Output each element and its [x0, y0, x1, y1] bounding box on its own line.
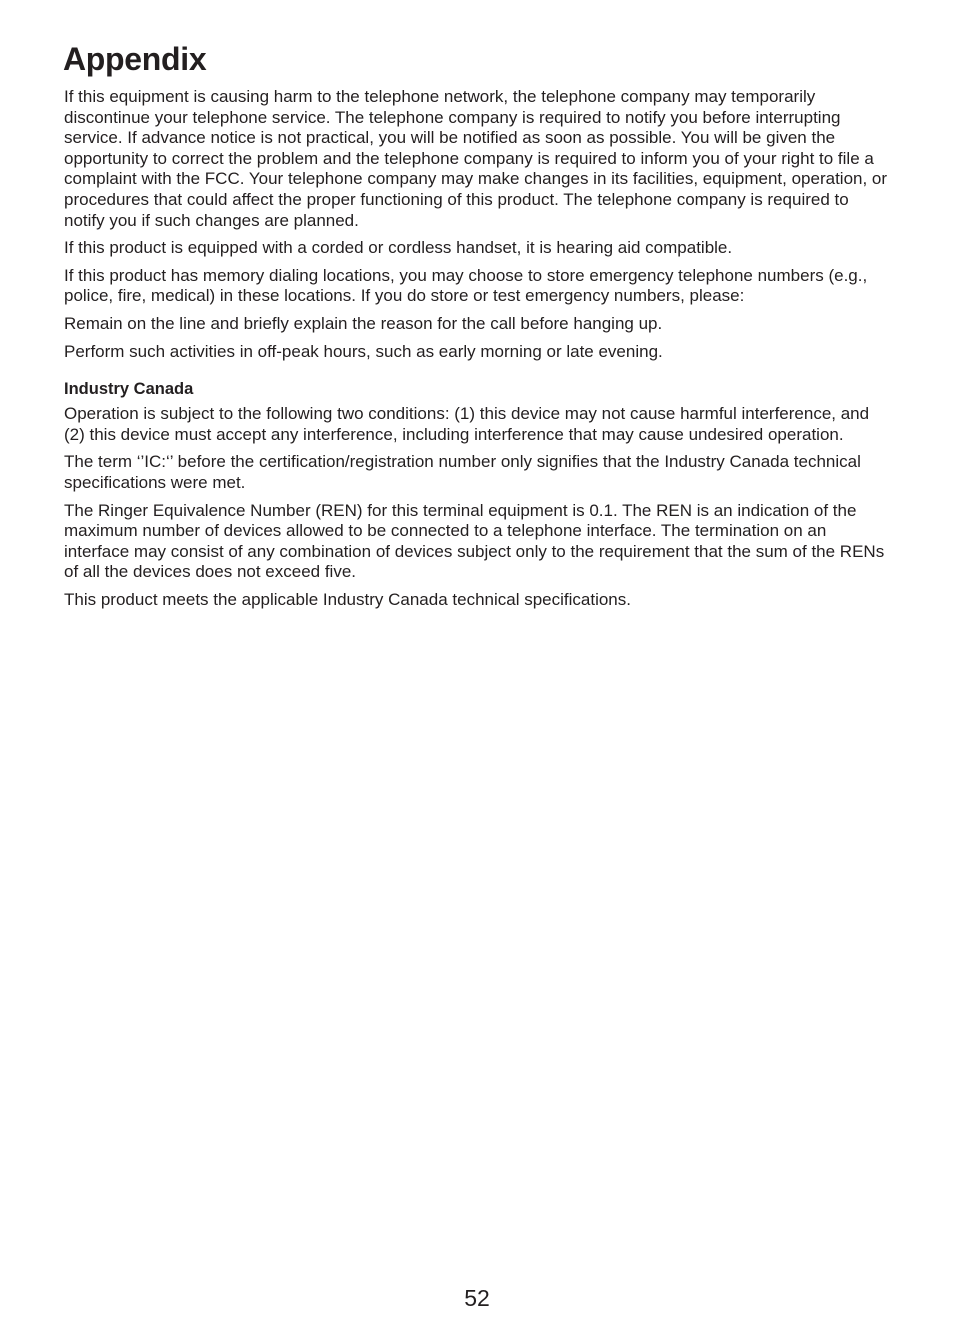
paragraph-remain-on-line: Remain on the line and briefly explain the reason for the call before hanging up. [64, 313, 663, 333]
paragraph-operation-conditions: Operation is subject to the following two conditions: (1) this device may not cause harmful interference, and (2) this device must accept any interference, including interference that may cause undesired operation. [64, 404, 870, 444]
document-body [64, 87, 890, 617]
paragraph-off-peak: Perform such activities in off-peak hours, such as early morning or late evening. [64, 341, 663, 361]
paragraph-ic-term: The term ‘’IC:‘’ before the certification/registration number only signifies that the Industry Canada technical specifications were met. [64, 452, 861, 492]
paragraph-hearing-aid: If this product is equipped with a corded or cordless handset, it is hearing aid compatible. [64, 238, 733, 258]
paragraph-ren: The Ringer Equivalence Number (REN) for this terminal equipment is 0.1. The REN is an indication of the maximum number of devices allowed to be connected to a telephone interface. The termination on an interface may consist of any combination of devices subject only to the requirement that the sum of the RENs of all the devices does not exceed five. [64, 500, 885, 582]
page-title: Appendix [63, 41, 207, 77]
paragraph-specifications-met: This product meets the applicable Industry Canada technical specifications. [64, 589, 631, 609]
section-heading-industry-canada: Industry Canada [64, 380, 194, 399]
paragraph-memory-dialing: If this product has memory dialing locations, you may choose to store emergency telephone numbers (e.g., police, fire, medical) in these locations. If you do store or test emergency numbers, please: [64, 265, 868, 306]
paragraph-telephone-harm: If this equipment is causing harm to the telephone network, the telephone company may temporarily discontinue your telephone service. The telephone company is required to notify you before interrupting service. If advance notice is not practical, you will be notified as soon as possible. You will be given the opportunity to correct the problem and the telephone company is required to inform you of your right to file a complaint with the FCC. Your telephone company may make changes in its facilities, equipment, operation, or procedures that could affect the proper functioning of this product. The telephone company is required to notify you if such changes are planned. [64, 87, 888, 230]
page-number: 52 [464, 1285, 490, 1311]
